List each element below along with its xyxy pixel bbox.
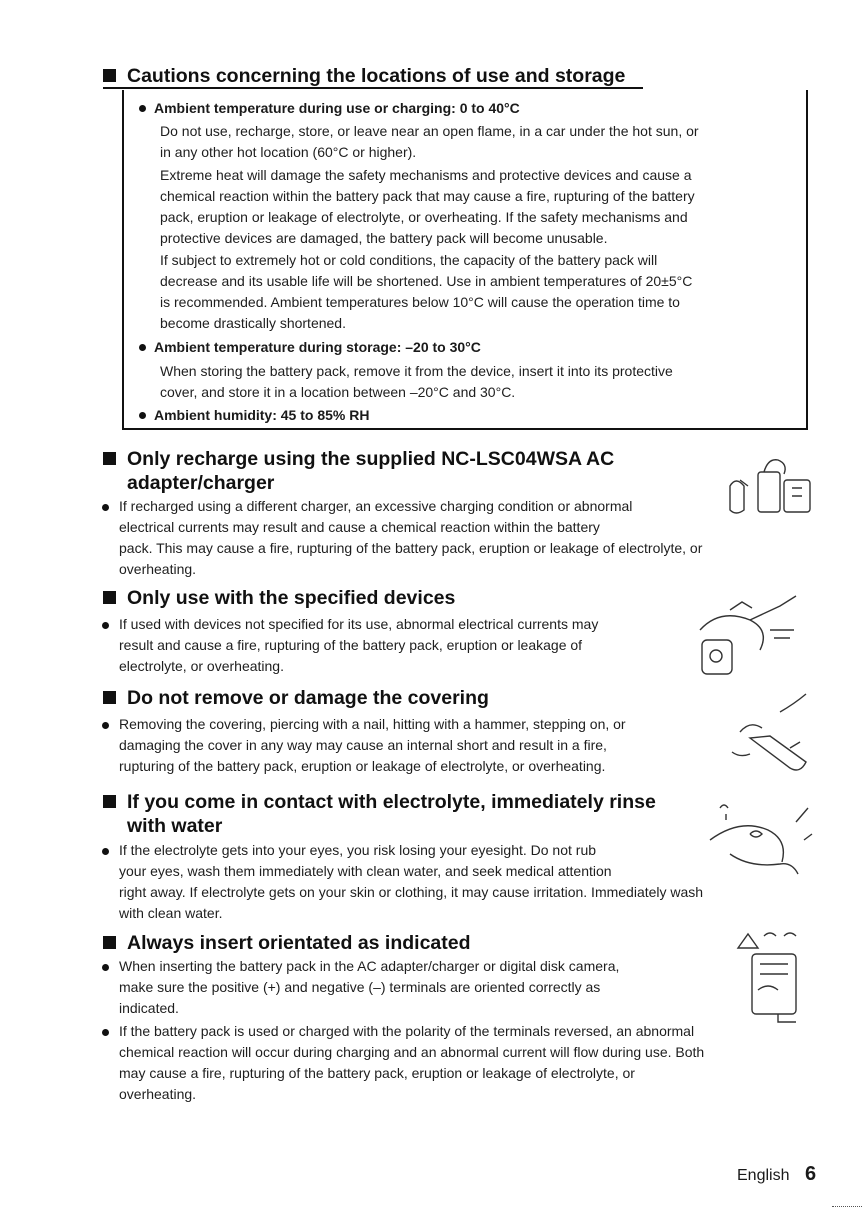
heading-square-icon <box>103 452 116 465</box>
electrolyte-bullet: If the electrolyte gets into your eyes, you risk losing your eyesight. Do not rub your eyes, wash them immediately with clean water, and seek medical attention right away. If electrolyte gets on your skin or clothing, it may cause irritation. Immediately wash with clean water. <box>119 840 703 924</box>
heading-square-icon <box>103 795 116 808</box>
bullet-icon <box>102 964 109 971</box>
ambient-use-paragraph-3: If subject to extremely hot or cold conditions, the capacity of the battery pack will decrease and its usable life will be shortened. Use in ambient temperatures of 20±5°C is recommended. Ambient temperatures below 10°C will cause the operation time to become drastically shortened. <box>160 252 693 331</box>
ambient-storage-paragraph: When storing the battery pack, remove it from the device, insert it into its protective cover, and store it in a location between –20°C and 30°C. <box>160 363 673 400</box>
orientation-heading: Always insert orientated as indicated <box>103 931 471 955</box>
bullet-icon <box>102 848 109 855</box>
heading-square-icon <box>103 936 116 949</box>
devices-heading: Only use with the specified devices <box>103 586 455 610</box>
ambient-use-paragraph-1: Do not use, recharge, store, or leave near an open flame, in a car under the hot sun, or in any other hot location (60°C or higher). <box>160 123 699 160</box>
bullet-icon <box>102 1029 109 1036</box>
charger-illustration <box>720 450 820 520</box>
heading-square-icon <box>103 69 116 82</box>
bullet-icon <box>102 504 109 511</box>
bullet-icon <box>102 622 109 629</box>
device-illustration <box>690 590 810 680</box>
bullet-icon <box>139 105 146 112</box>
recharge-heading: Only recharge using the supplied NC-LSC04WSA AC adapter/charger <box>103 447 614 495</box>
page-number: 6 <box>805 1163 817 1185</box>
heading-square-icon <box>103 591 116 604</box>
covering-illustration <box>720 692 820 782</box>
covering-heading: Do not remove or damage the covering <box>103 686 489 710</box>
ambient-use-title: Ambient temperature during use or charging: 0 to 40°C <box>139 98 520 118</box>
rinse-illustration <box>700 800 818 886</box>
heading-square-icon <box>103 691 116 704</box>
electrolyte-heading: If you come in contact with electrolyte, immediately rinse with water <box>103 790 656 838</box>
corner-dots <box>832 1206 862 1207</box>
recharge-bullet: If recharged using a different charger, an excessive charging condition or abnormal electrical currents may result and cause a chemical reaction within the battery pack. This may cause a fire, rupturing of the battery pack, eruption or leakage of electrolyte, or overheating. <box>119 496 702 580</box>
orientation-bullet-2: If the battery pack is used or charged with the polarity of the terminals reversed, an abnormal chemical reaction will occur during charging and an abnormal current will flow during use. Both may cause a fire, rupturing of the battery pack, eruption or leakage of electrolyte, or overheating. <box>119 1021 704 1105</box>
bullet-icon <box>102 722 109 729</box>
heading-underline <box>103 87 643 89</box>
cautions-heading: Cautions concerning the locations of use and storage <box>103 64 625 88</box>
ambient-storage-title: Ambient temperature during storage: –20 to 30°C <box>139 337 481 357</box>
ambient-use-paragraph-2: Extreme heat will damage the safety mechanisms and protective devices and cause a chemical reaction within the battery pack that may cause a fire, rupturing of the battery pack, eruption or leakage of electrolyte, or overheating. If the safety mechanisms and protective devices are damaged, the battery pack will become unusable. <box>160 167 695 246</box>
bullet-icon <box>139 412 146 419</box>
humidity-title: Ambient humidity: 45 to 85% RH <box>139 405 369 425</box>
bullet-icon <box>139 344 146 351</box>
devices-bullet: If used with devices not specified for its use, abnormal electrical currents may result and cause a fire, rupturing of the battery pack, eruption or leakage of electrolyte, or overheating. <box>119 614 598 677</box>
battery-insert-illustration <box>730 930 820 1026</box>
covering-bullet: Removing the covering, piercing with a nail, hitting with a hammer, stepping on, or damaging the cover in any way may cause an internal short and result in a fire, rupturing of the battery pack, eruption or leakage of electrolyte, or overheating. <box>119 714 626 777</box>
orientation-bullet-1: When inserting the battery pack in the AC adapter/charger or digital disk camera, make sure the positive (+) and negative (–) terminals are oriented correctly as indicated. <box>119 956 619 1019</box>
footer-language: English <box>737 1167 790 1184</box>
